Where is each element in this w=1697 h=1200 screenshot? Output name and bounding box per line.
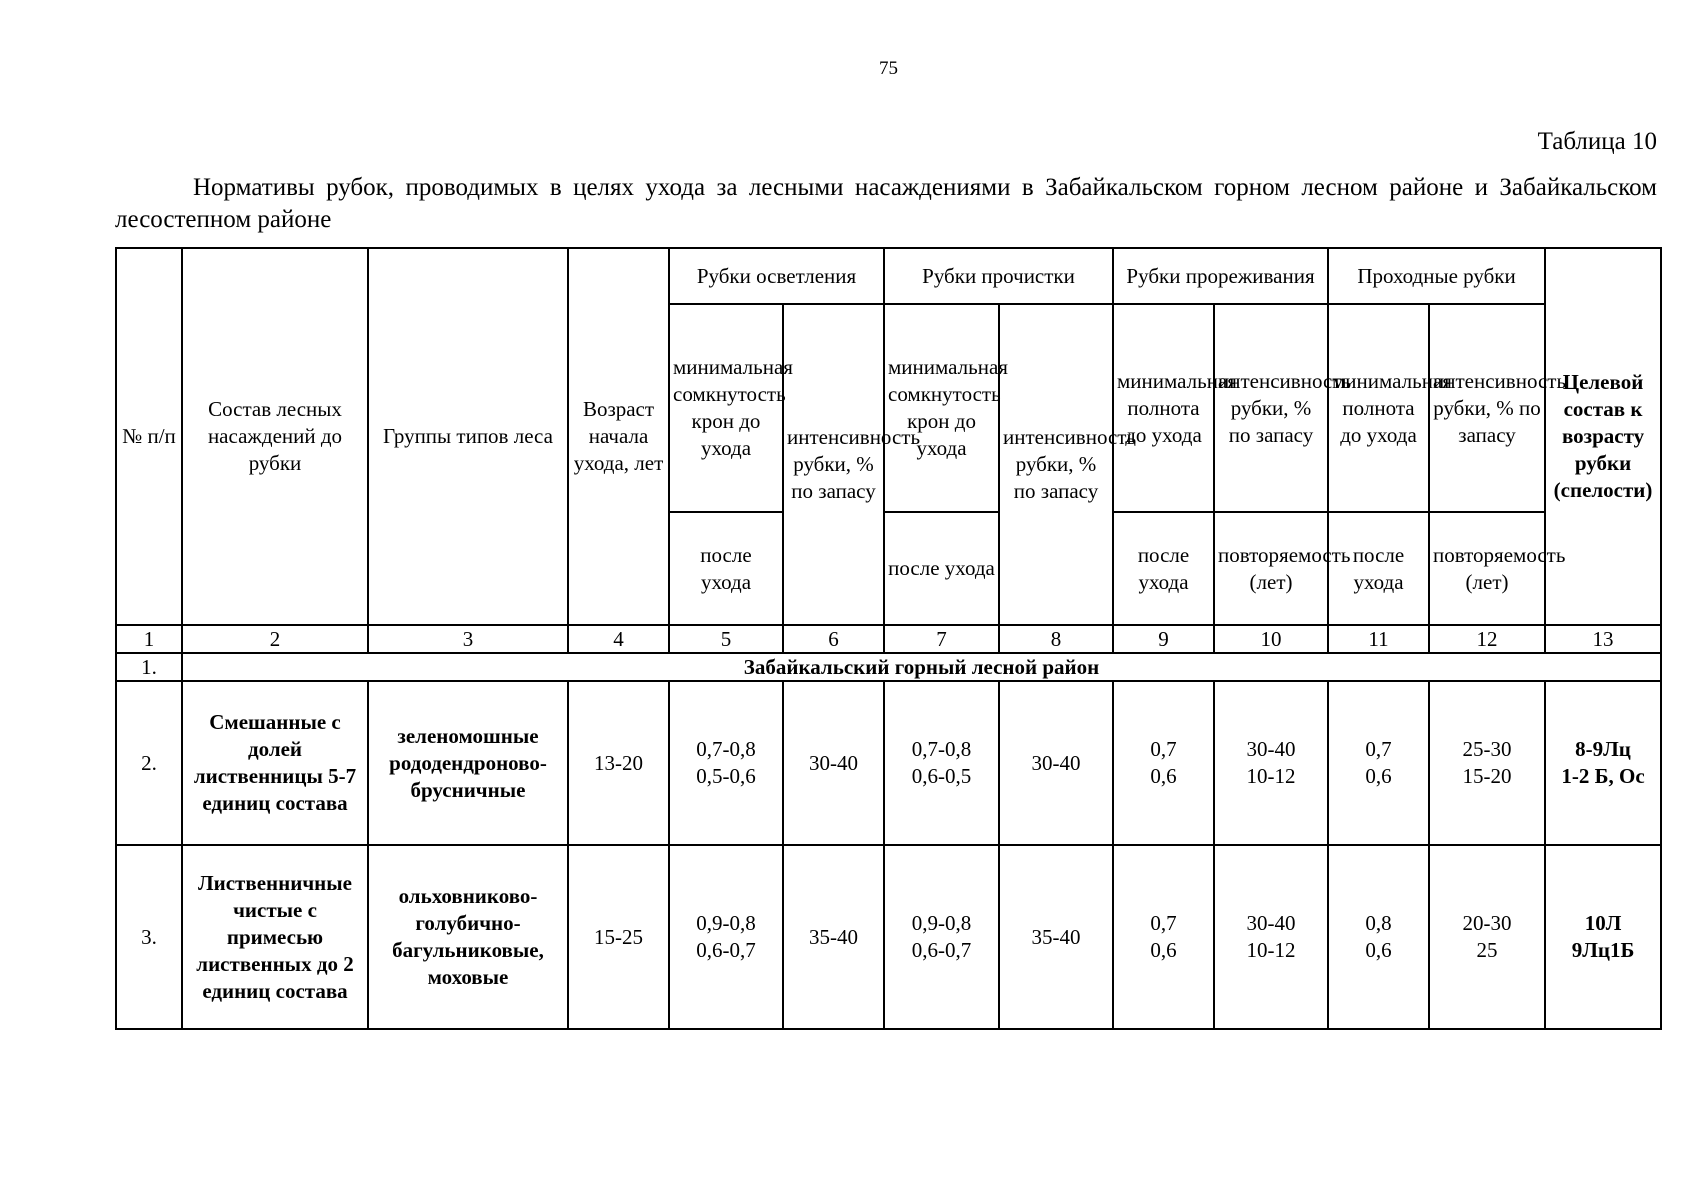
table-row <box>116 681 1661 845</box>
cell-composition: Смешанные с долей лиственницы 5-7 единиц состава <box>182 681 368 845</box>
cell-forest-types: ольховниково-голубично-багульниковые, моховые <box>368 845 568 1029</box>
table-caption: Нормативы рубок, проводимых в целях ухода за лесными насаждениями в Забайкальском горном лесном районе и Забайкальском лесостепном районе <box>115 174 1657 233</box>
column-number: 6 <box>783 625 884 653</box>
header-no: № п/п <box>116 248 182 625</box>
header-pro-min-closure: минимальная сомкнутость крон до ухода <box>884 304 999 512</box>
header-osv-intensity: интенсивность рубки, % по запасу <box>783 304 884 625</box>
cell-target: 8-9Лц 1-2 Б, Ос <box>1545 681 1661 845</box>
column-number: 3 <box>368 625 568 653</box>
cell-age: 15-25 <box>568 845 669 1029</box>
header-prz-repeat: повторяемость (лет) <box>1214 512 1328 625</box>
header-prz-intensity: интенсивность рубки, % по запасу <box>1214 304 1328 512</box>
cell-target: 10Л 9Лц1Б <box>1545 845 1661 1029</box>
header-prz-min-density: минимальная полнота до ухода <box>1113 304 1214 512</box>
header-age: Возраст начала ухода, лет <box>568 248 669 625</box>
cell-pro-intensity: 35-40 <box>999 845 1113 1029</box>
column-number: 10 <box>1214 625 1328 653</box>
header-prh-min-density: минимальная полнота до ухода <box>1328 304 1429 512</box>
cell-osv-closure: 0,9-0,8 0,6-0,7 <box>669 845 783 1029</box>
header-group-prorezhivanie: Рубки прореживания <box>1113 248 1328 304</box>
cell-forest-types: зеленомошные рододендроново-брусничные <box>368 681 568 845</box>
cell-osv-intensity: 35-40 <box>783 845 884 1029</box>
cell-pro-closure: 0,7-0,8 0,6-0,5 <box>884 681 999 845</box>
cell-prz-intensity: 30-40 10-12 <box>1214 681 1328 845</box>
row-number: 2. <box>116 681 182 845</box>
cell-prz-intensity: 30-40 10-12 <box>1214 845 1328 1029</box>
section-number: 1. <box>116 653 182 681</box>
header-group-prochistka: Рубки прочистки <box>884 248 1113 304</box>
section-row <box>116 653 1661 681</box>
header-osv-after: после ухода <box>669 512 783 625</box>
cell-prh-intensity: 25-30 15-20 <box>1429 681 1545 845</box>
column-number: 13 <box>1545 625 1661 653</box>
cell-prh-intensity: 20-30 25 <box>1429 845 1545 1029</box>
cell-prh-density: 0,8 0,6 <box>1328 845 1429 1029</box>
header-composition: Состав лесных насаждений до рубки <box>182 248 368 625</box>
header-prh-repeat: повторяемость (лет) <box>1429 512 1545 625</box>
column-number: 2 <box>182 625 368 653</box>
header-target: Целевой состав к возрасту рубки (спелости) <box>1545 248 1661 625</box>
page-number: 75 <box>879 58 898 79</box>
cell-age: 13-20 <box>568 681 669 845</box>
cell-pro-closure: 0,9-0,8 0,6-0,7 <box>884 845 999 1029</box>
column-number: 9 <box>1113 625 1214 653</box>
header-forest-types: Группы типов леса <box>368 248 568 625</box>
cell-osv-closure: 0,7-0,8 0,5-0,6 <box>669 681 783 845</box>
header-prz-after: после ухода <box>1113 512 1214 625</box>
column-number: 12 <box>1429 625 1545 653</box>
table-label: Таблица 10 <box>1537 128 1657 155</box>
cell-composition: Лиственничные чистые с примесью лиственных до 2 единиц состава <box>182 845 368 1029</box>
header-group-osvetlenie: Рубки осветления <box>669 248 884 304</box>
column-number: 7 <box>884 625 999 653</box>
column-number-row <box>116 625 1661 653</box>
cell-osv-intensity: 30-40 <box>783 681 884 845</box>
section-title: Забайкальский горный лесной район <box>182 653 1661 681</box>
header-prh-after: после ухода <box>1328 512 1429 625</box>
table-row <box>116 845 1661 1029</box>
row-number: 3. <box>116 845 182 1029</box>
cell-pro-intensity: 30-40 <box>999 681 1113 845</box>
cell-prz-density: 0,7 0,6 <box>1113 681 1214 845</box>
cell-prh-density: 0,7 0,6 <box>1328 681 1429 845</box>
cell-prz-density: 0,7 0,6 <box>1113 845 1214 1029</box>
norms-table <box>115 247 1662 1030</box>
column-number: 8 <box>999 625 1113 653</box>
header-osv-min-closure: минимальная сомкнутость крон до ухода <box>669 304 783 512</box>
column-number: 11 <box>1328 625 1429 653</box>
header-prh-intensity: интенсивность рубки, % по запасу <box>1429 304 1545 512</box>
column-number: 5 <box>669 625 783 653</box>
column-number: 1 <box>116 625 182 653</box>
column-number: 4 <box>568 625 669 653</box>
header-pro-after: после ухода <box>884 512 999 625</box>
header-pro-intensity: интенсивность рубки, % по запасу <box>999 304 1113 625</box>
header-group-prohodnye: Проходные рубки <box>1328 248 1545 304</box>
